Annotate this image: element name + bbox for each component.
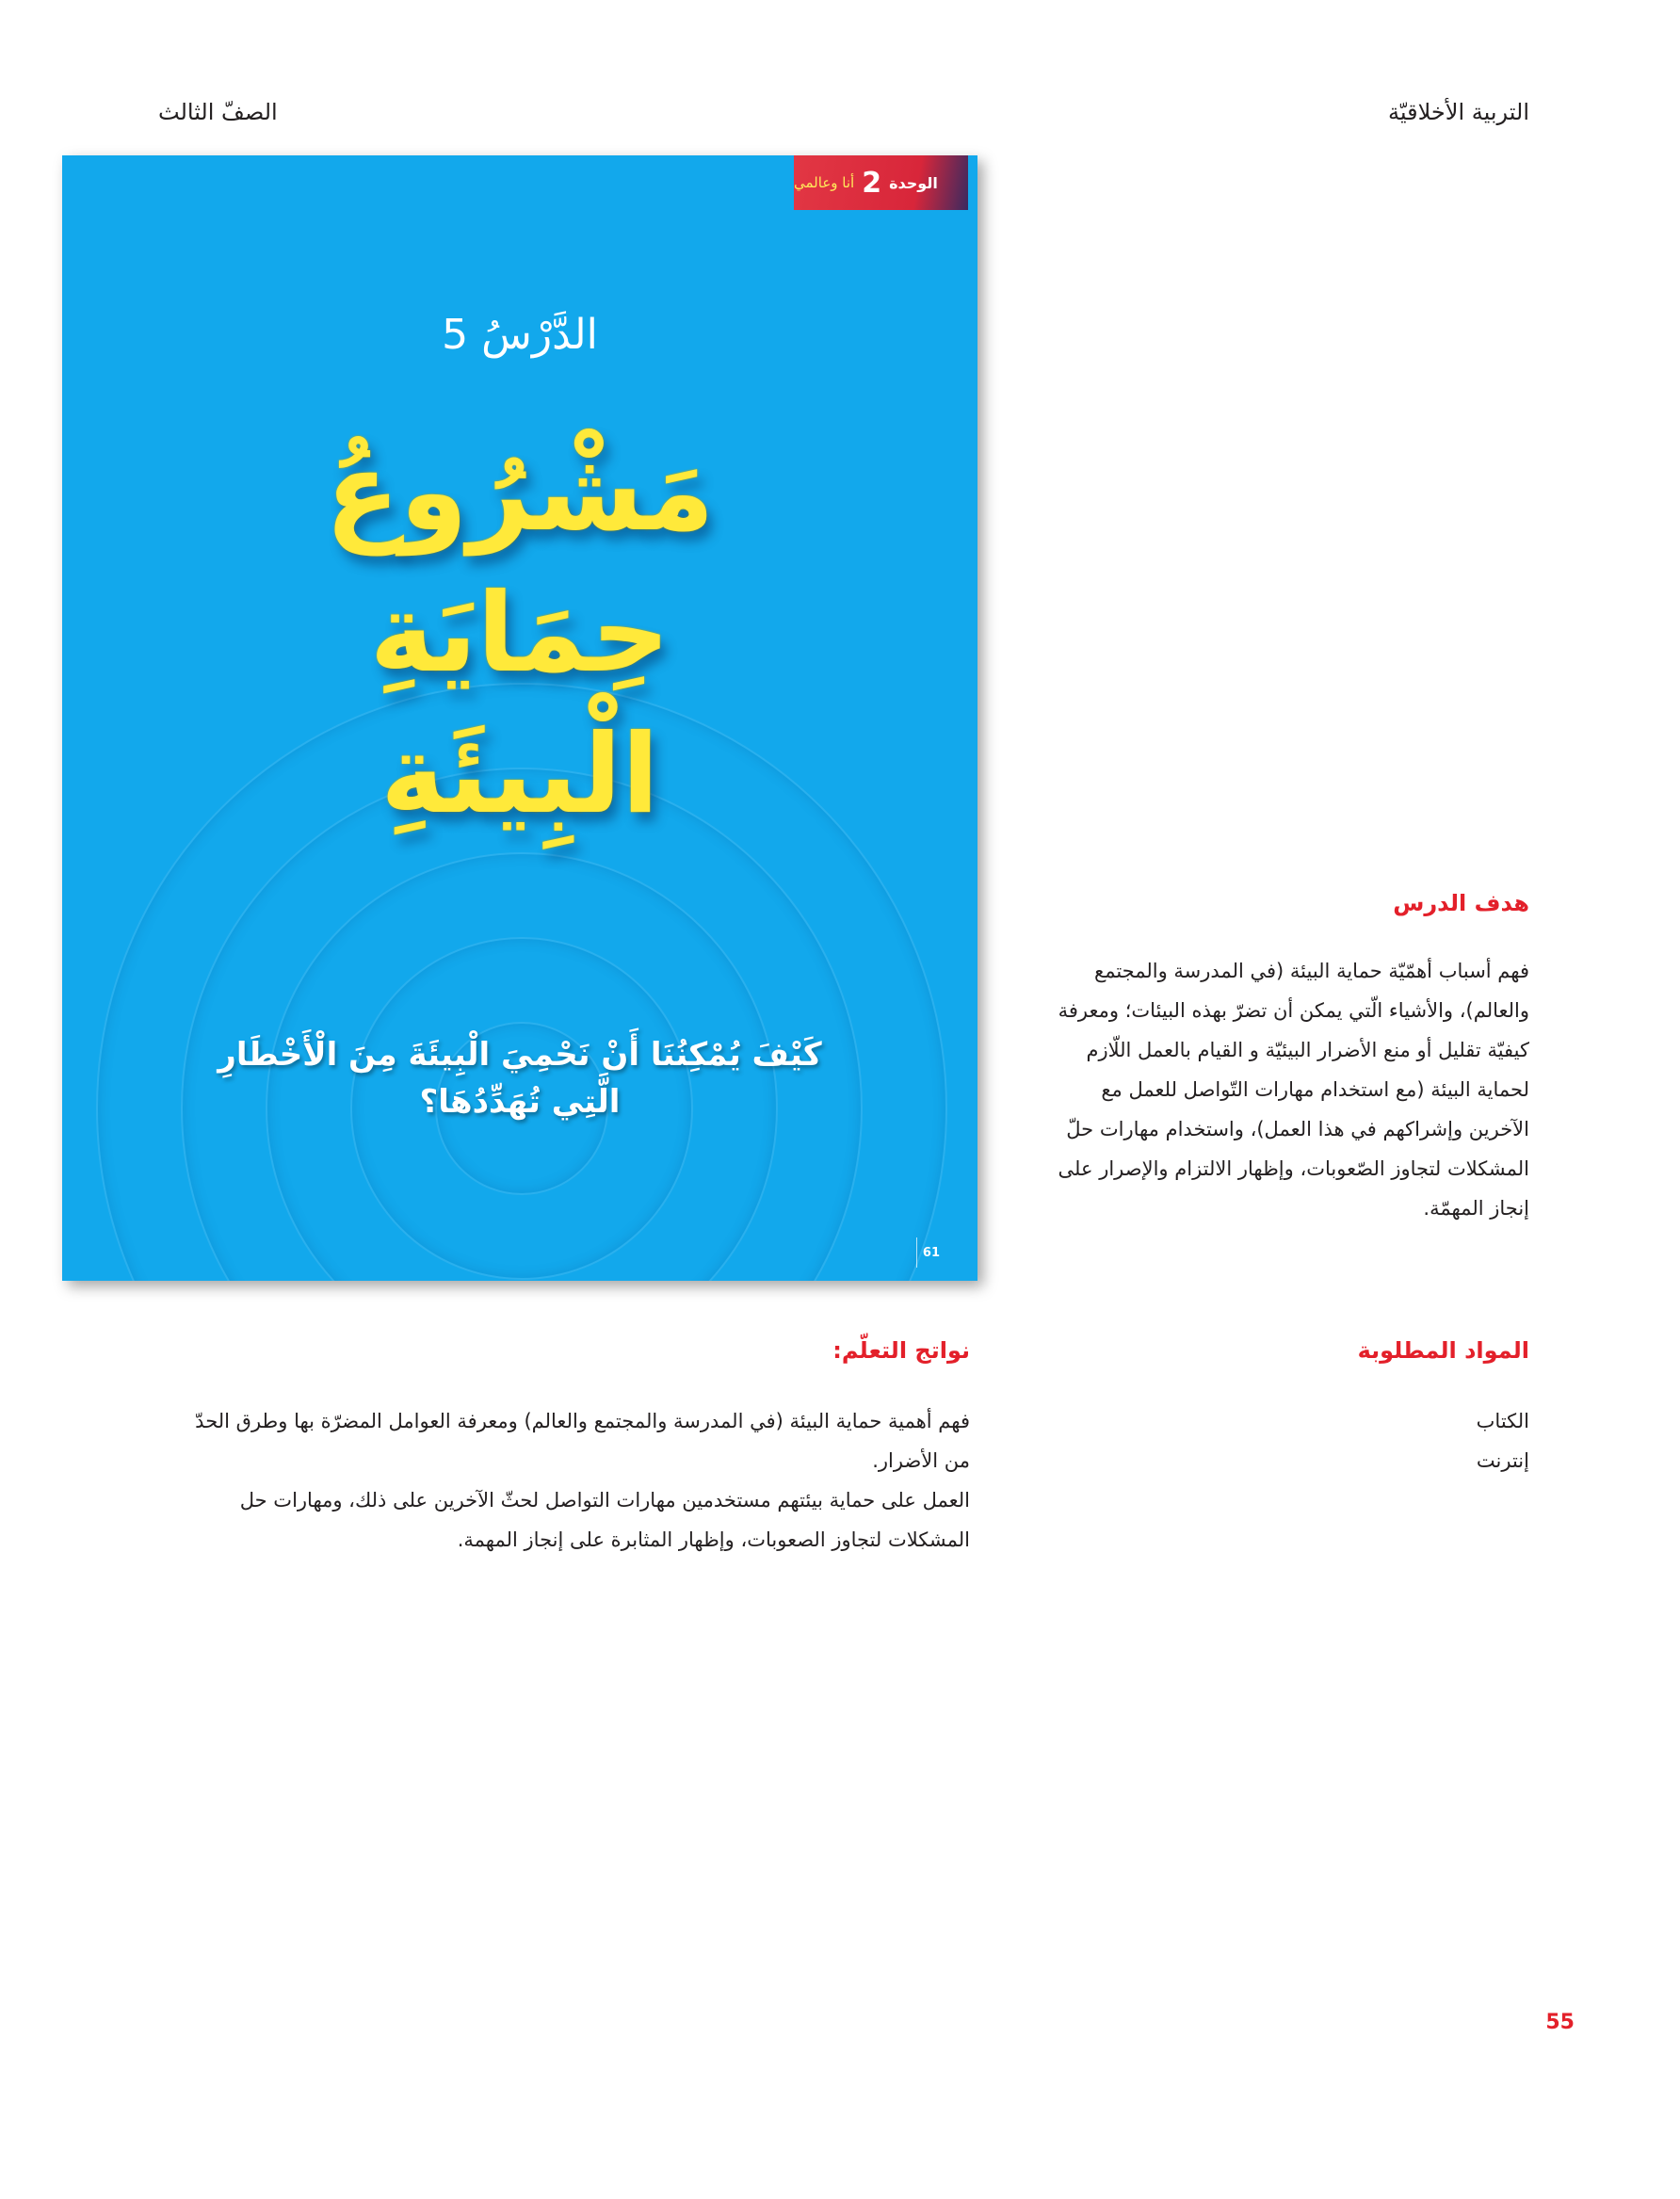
page-number: 55: [1545, 2011, 1575, 2034]
materials-list: [1477, 1401, 1529, 1480]
objective-title: هدف الدرس: [1393, 890, 1529, 916]
objective-line: كيفيّة تقليل أو منع الأضرار البيئيّة و القيام بالعمل اللّازم: [1086, 1039, 1529, 1061]
unit-label: الوحدة: [889, 173, 938, 192]
outcomes-line: العمل على حماية بيئتهم مستخدمين مهارات التواصل لحثّ الآخرين على ذلك، ومهارات حل: [239, 1489, 970, 1512]
lesson-title-line: الْبِيئَةِ: [380, 711, 659, 838]
materials-item: الكتاب: [1476, 1410, 1529, 1432]
subject-header: التربية الأخلاقيّة: [1388, 99, 1529, 125]
objective-line: إنجاز المهمّة.: [1423, 1197, 1529, 1220]
objective-line: الآخرين وإشراكهم في هذا العمل)، واستخدام مهارات حلّ: [1066, 1118, 1529, 1140]
lesson-title-line: مَشْرُوعُ: [325, 428, 715, 556]
lesson-cover-image: [62, 155, 977, 1281]
lesson-question-line: الَّتِي تُهَدِّدُهَا؟: [419, 1083, 621, 1121]
lesson-number: الدَّرْسُ 5: [442, 311, 598, 359]
objective-text: [1058, 951, 1529, 1228]
materials-title: المواد المطلوبة: [1357, 1337, 1529, 1364]
objective-line: فهم أسباب أهمّيّة حماية البيئة (في المدرسة والمجتمع: [1094, 960, 1529, 982]
objective-line: لحماية البيئة (مع استخدام مهارات التّواصل للعمل مع: [1101, 1078, 1529, 1101]
unit-name: أنا وعالمي: [794, 174, 855, 191]
lesson-title-line: حِمَايَةِ: [369, 570, 670, 697]
unit-tab: [794, 155, 968, 210]
unit-number: 2: [862, 166, 882, 200]
objective-line: والعالم)، والأشياء الّتي يمكن أن تضرّ بهذه البيئات؛ ومعرفة: [1058, 999, 1529, 1022]
outcomes-line: المشكلات لتجاوز الصعوبات، وإظهار المثابرة على إنجاز المهمة.: [457, 1528, 970, 1551]
outcomes-line: من الأضرار.: [872, 1449, 970, 1472]
lesson-question-line: كَيْفَ يُمْكِنُنَا أَنْ نَحْمِيَ الْبِيئَةَ مِنَ الْأَخْطَارِ: [218, 1036, 822, 1074]
objective-line: المشكلات لتجاوز الصّعوبات، وإظهار الالتزام والإصرار على: [1058, 1157, 1529, 1180]
outcomes-line: فهم أهمية حماية البيئة (في المدرسة والمجتمع والعالم) ومعرفة العوامل المضرّة بها وطرق الحدّ: [195, 1410, 970, 1432]
outcomes-text: [195, 1401, 970, 1560]
cover-page-number: 61: [922, 1246, 940, 1260]
grade-header: الصفّ الثالث: [158, 99, 278, 125]
outcomes-title: نواتج التعلّم:: [832, 1337, 970, 1364]
divider: [916, 1237, 917, 1268]
materials-item: إنترنت: [1476, 1449, 1529, 1472]
